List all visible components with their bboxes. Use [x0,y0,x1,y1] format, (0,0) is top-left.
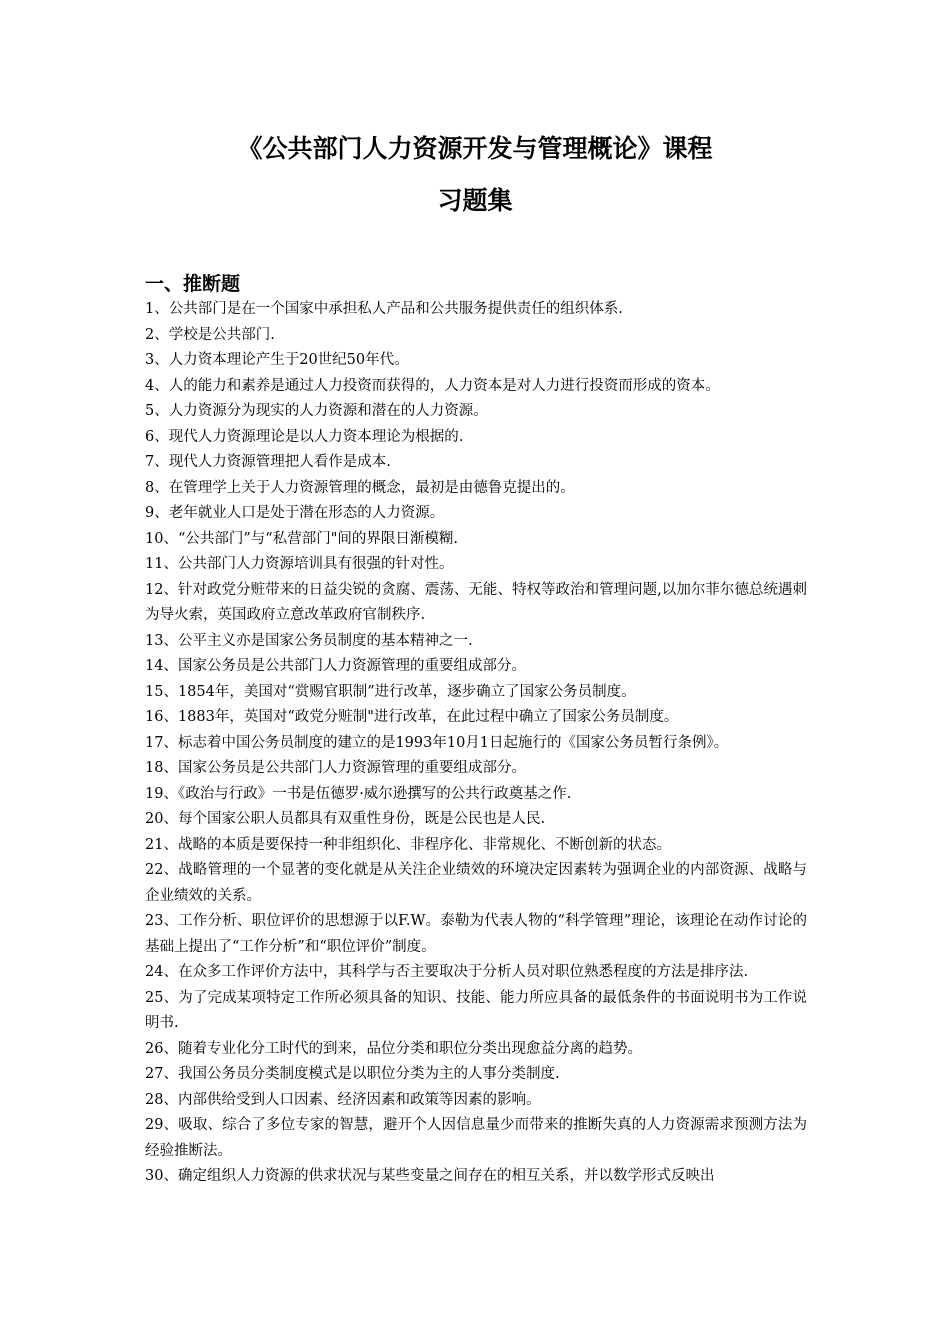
question-item: 4、人的能力和素养是通过人力投资而获得的，人力资本是对人力进行投资而形成的资本。 [145,377,720,394]
question-item: 20、每个国家公职人员都具有双重性身份，既是公民也是人民. [145,811,546,827]
document-subtitle: 习题集 [437,186,513,215]
question-item: 22、战略管理的一个显著的变化就是从关注企业绩效的环境决定因素转为强调企业的内部资源、战略与企业绩效的关系。 [145,862,807,904]
question-item: 23、工作分析、职位评价的思想源于以F.W。泰勒为代表人物的“科学管理”理论，该理论在动作讨论的基础上提出了“工作分析”和“职位评价”制度。 [145,913,807,955]
question-item: 10、“公共部门”与“私营部门"间的界限日渐模糊. [145,530,458,547]
question-item: 14、国家公务员是公共部门人力资源管理的重要组成部分。 [145,658,526,674]
question-item: 19、《政治与行政》一书是伍德罗·威尔逊撰写的公共行政奠基之作. [145,785,572,802]
question-item: 1、公共部门是在一个国家中承担私人产品和公共服务提供责任的组织体系. [145,301,623,317]
question-item: 11、公共部门人力资源培训具有很强的针对性。 [145,556,454,572]
question-item: 12、针对政党分赃带来的日益尖锐的贪腐、震荡、无能、特权等政治和管理问题,以加尔菲尔德总统遇刺为导火索，英国政府立意改革政府官制秩序. [145,581,807,623]
question-item: 29、吸取、综合了多位专家的智慧，避开个人因信息量少而带来的推断失真的人力资源需求预测方法为经验推断法。 [145,1117,807,1159]
question-item: 2、学校是公共部门. [145,326,275,343]
section-heading-judgment: 一、推断题 [145,273,241,295]
question-item: 8、在管理学上关于人力资源管理的概念，最初是由德鲁克提出的。 [145,479,575,496]
question-item: 24、在众多工作评价方法中，其科学与否主要取决于分析人员对职位熟悉程度的方法是排序法. [145,964,749,980]
question-item: 9、老年就业人口是处于潜在形态的人力资源。 [145,505,445,521]
question-item: 6、现代人力资源理论是以人力资本理论为根据的. [145,428,464,445]
question-item: 16、1883年，英国对“政党分赃制"进行改革，在此过程中确立了国家公务员制度。 [145,709,679,725]
question-item: 26、随着专业化分工时代的到来，品位分类和职位分类出现愈益分离的趋势。 [145,1040,642,1057]
question-item: 5、人力资源分为现实的人力资源和潜在的人力资源。 [145,403,488,419]
question-item: 7、现代人力资源管理把人看作是成本. [145,454,391,470]
question-item: 30、确定组织人力资源的供求状况与某些变量之间存在的相互关系，并以数学形式反映出 [145,1168,715,1184]
document-title: 《公共部门人力资源开发与管理概论》课程 [237,134,713,163]
question-item: 15、1854年，美国对“赏赐官职制”进行改革，逐步确立了国家公务员制度。 [145,683,636,700]
question-item: 28、内部供给受到人口因素、经济因素和政策等因素的影响。 [145,1091,541,1108]
question-item: 13、公平主义亦是国家公务员制度的基本精神之一. [145,632,473,649]
question-list [145,297,807,1190]
question-item: 3、人力资本理论产生于20世纪50年代。 [145,352,409,368]
question-item: 17、标志着中国公务员制度的建立的是1993年10月1日起施行的《国家公务员暂行条例》。 [145,734,729,751]
question-item: 27、我国公务员分类制度模式是以职位分类为主的人事分类制度. [145,1066,560,1082]
question-item: 25、为了完成某项特定工作所必须具备的知识、技能、能力所应具备的最低条件的书面说明书为工作说明书. [145,989,807,1031]
question-item: 21、战略的本质是要保持一种非组织化、非程序化、非常规化、不断创新的状态。 [145,836,671,853]
question-item: 18、国家公务员是公共部门人力资源管理的重要组成部分。 [145,760,526,776]
